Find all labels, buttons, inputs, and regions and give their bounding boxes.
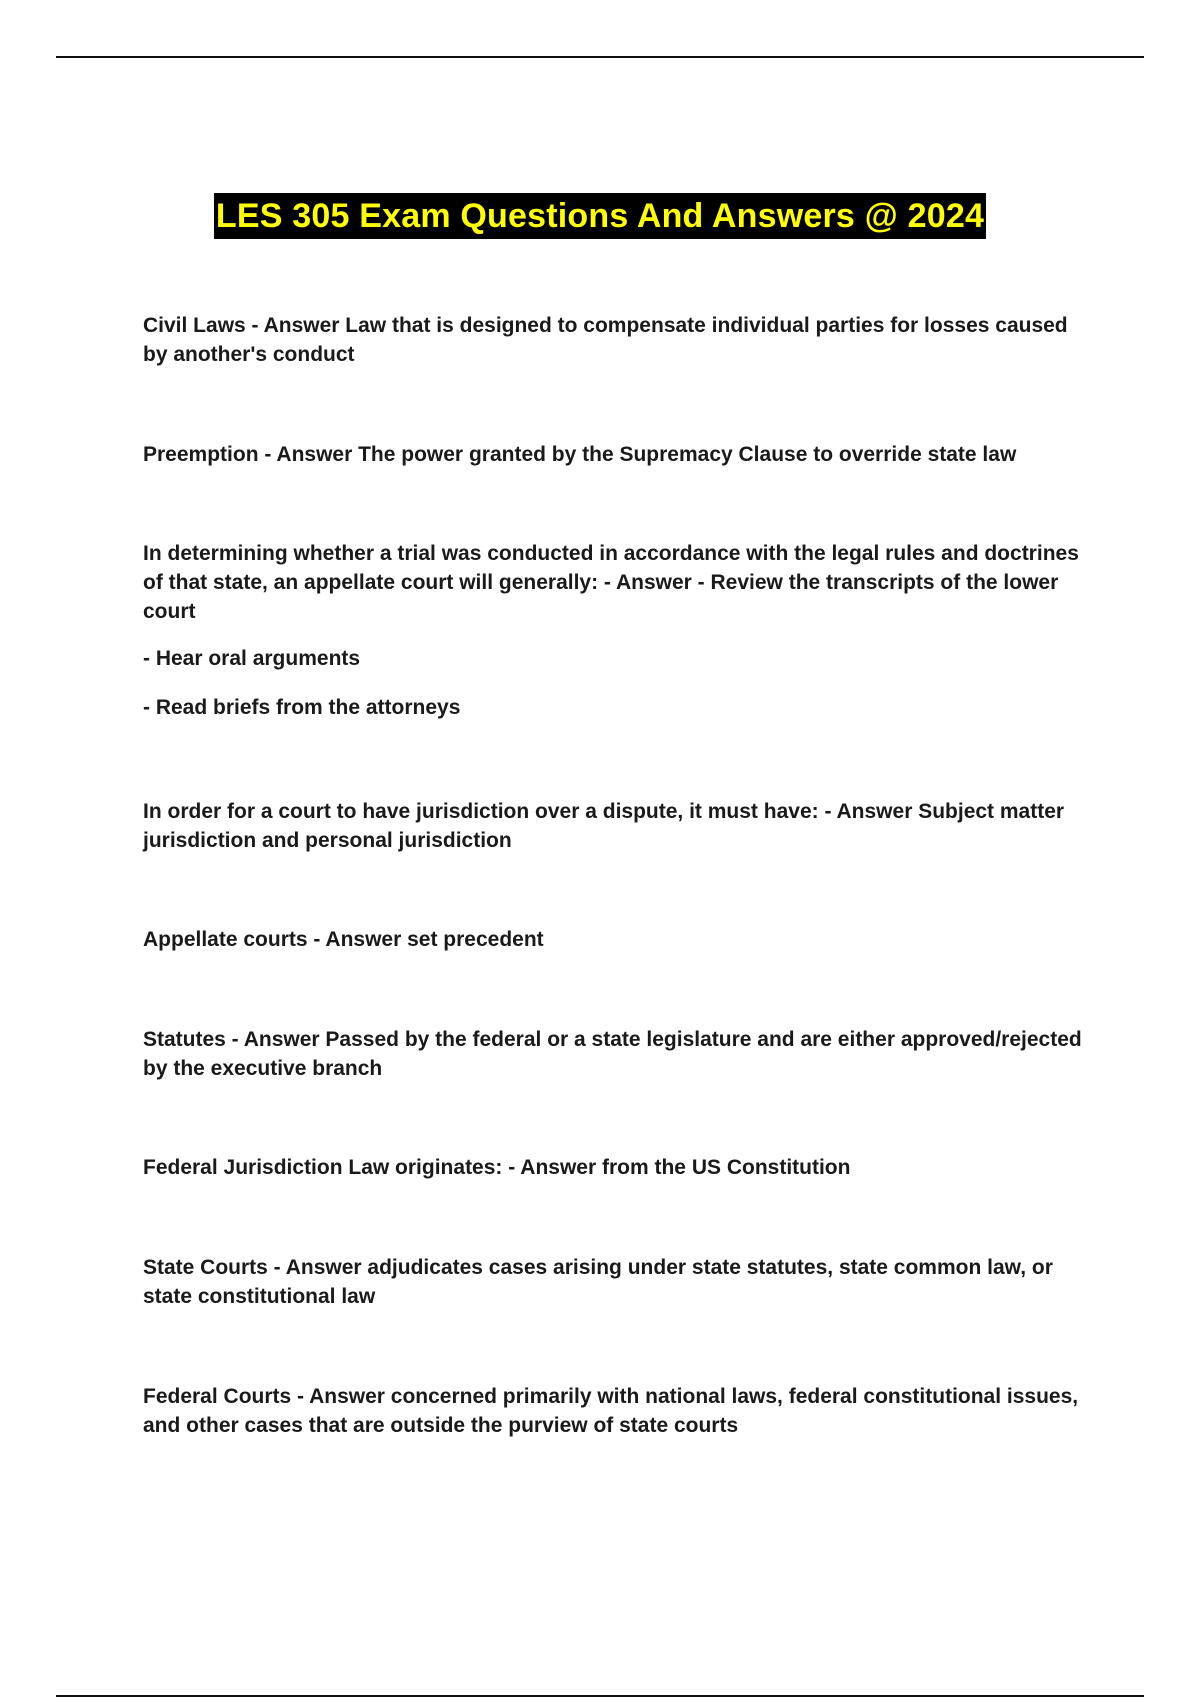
qa-sub-item: - Hear oral arguments [143, 647, 361, 670]
qa-entry-federal-jurisdiction: Federal Jurisdiction Law originates: - Answer from the US Constitution [143, 1156, 851, 1179]
qa-entry-jurisdiction: In order for a court to have jurisdiction over a dispute, it must have: - Answer Subject matter jurisdiction and personal jurisdiction [143, 800, 1065, 852]
qa-entry-federal-courts: Federal Courts - Answer concerned primarily with national laws, federal constitutional issues, and other cases that are outside the purview of state courts [143, 1385, 1079, 1437]
bottom-rule [56, 1695, 1144, 1697]
qa-entry-state-courts: State Courts - Answer adjudicates cases arising under state statutes, state common law, or state constitutional law [143, 1256, 1053, 1308]
qa-entry-civil-laws: Civil Laws - Answer Law that is designed to compensate individual parties for losses caused by another's conduct [143, 314, 1068, 366]
qa-entry-preemption: Preemption - Answer The power granted by the Supremacy Clause to override state law [143, 443, 1017, 466]
qa-entry-statutes: Statutes - Answer Passed by the federal or a state legislature and are either approved/rejected by the executive branch [143, 1028, 1082, 1080]
qa-entry-appellate-review [143, 539, 1093, 722]
title-container [0, 193, 1200, 239]
qa-sub-item: - Read briefs from the attorneys [143, 696, 461, 719]
top-rule [56, 56, 1144, 58]
qa-entry-text: In determining whether a trial was conducted in accordance with the legal rules and doctrines of that state, an appellate court will generally: - Answer - Review the transcripts of the lower court [143, 542, 1079, 623]
qa-entry-appellate-courts: Appellate courts - Answer set precedent [143, 928, 544, 951]
document-title: LES 305 Exam Questions And Answers @ 2024 [214, 193, 986, 239]
